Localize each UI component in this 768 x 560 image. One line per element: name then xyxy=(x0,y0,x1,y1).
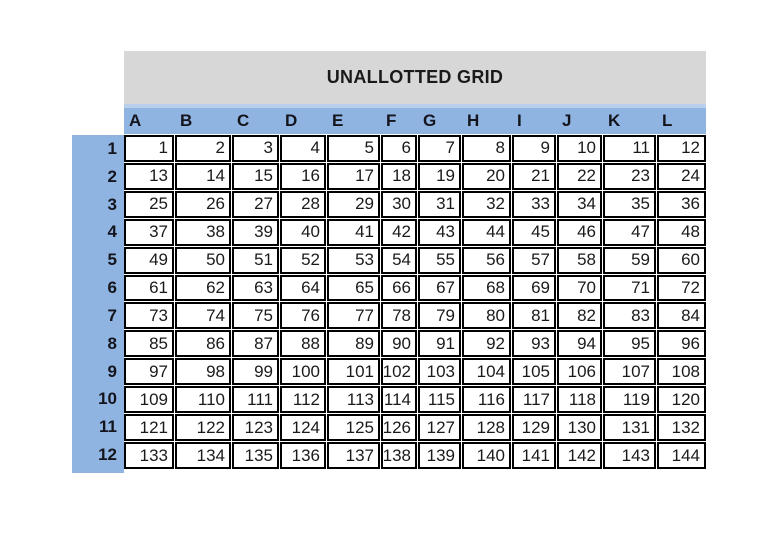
grid-cell-l10[interactable]: 120 xyxy=(657,386,706,413)
grid-cell-j6[interactable]: 70 xyxy=(557,275,602,302)
grid-cell-e1[interactable]: 5 xyxy=(327,135,380,162)
grid-cell-c10[interactable]: 111 xyxy=(232,386,279,413)
grid-cell-f10[interactable]: 114 xyxy=(381,386,417,413)
grid-cell-l11[interactable]: 132 xyxy=(657,414,706,441)
grid-cell-g11[interactable]: 127 xyxy=(418,414,461,441)
grid-cell-a7[interactable]: 73 xyxy=(124,302,174,329)
grid-cell-c3[interactable]: 27 xyxy=(232,191,279,218)
grid-cell-a3[interactable]: 25 xyxy=(124,191,174,218)
grid-cell-e2[interactable]: 17 xyxy=(327,163,380,190)
grid-cell-e5[interactable]: 53 xyxy=(327,247,380,274)
grid-cell-a12[interactable]: 133 xyxy=(124,442,174,469)
grid-cell-d4[interactable]: 40 xyxy=(280,219,326,246)
row-header-1[interactable]: 1 xyxy=(107,138,117,158)
grid-cell-b4[interactable]: 38 xyxy=(175,219,231,246)
column-header-k[interactable]: K xyxy=(608,111,621,130)
grid-cell-k8[interactable]: 95 xyxy=(603,330,656,357)
grid-cell-k1[interactable]: 11 xyxy=(603,135,656,162)
grid-cell-d3[interactable]: 28 xyxy=(280,191,326,218)
grid-cell-h12[interactable]: 140 xyxy=(462,442,511,469)
grid-cell-k11[interactable]: 131 xyxy=(603,414,656,441)
grid-cell-f1[interactable]: 6 xyxy=(381,135,417,162)
grid-cell-h2[interactable]: 20 xyxy=(462,163,511,190)
grid-cell-f7[interactable]: 78 xyxy=(381,302,417,329)
grid-cell-g3[interactable]: 31 xyxy=(418,191,461,218)
grid-cell-l5[interactable]: 60 xyxy=(657,247,706,274)
grid-cell-f8[interactable]: 90 xyxy=(381,330,417,357)
grid-cell-c9[interactable]: 99 xyxy=(232,358,279,385)
grid-cell-j1[interactable]: 10 xyxy=(557,135,602,162)
grid-cell-d9[interactable]: 100 xyxy=(280,358,326,385)
grid-cell-b10[interactable]: 110 xyxy=(175,386,231,413)
row-header-3[interactable]: 3 xyxy=(107,194,117,214)
grid-cell-b12[interactable]: 134 xyxy=(175,442,231,469)
column-header-b[interactable]: B xyxy=(180,111,193,130)
grid-cell-b6[interactable]: 62 xyxy=(175,275,231,302)
grid-cell-e7[interactable]: 77 xyxy=(327,302,380,329)
grid-cell-b2[interactable]: 14 xyxy=(175,163,231,190)
grid-cell-h1[interactable]: 8 xyxy=(462,135,511,162)
grid-cell-j7[interactable]: 82 xyxy=(557,302,602,329)
grid-cell-d1[interactable]: 4 xyxy=(280,135,326,162)
grid-cell-i5[interactable]: 57 xyxy=(512,247,556,274)
grid-cell-d6[interactable]: 64 xyxy=(280,275,326,302)
grid-cell-k6[interactable]: 71 xyxy=(603,275,656,302)
grid-cell-c4[interactable]: 39 xyxy=(232,219,279,246)
grid-cell-l1[interactable]: 12 xyxy=(657,135,706,162)
grid-cell-c8[interactable]: 87 xyxy=(232,330,279,357)
grid-cell-b3[interactable]: 26 xyxy=(175,191,231,218)
grid-cell-d7[interactable]: 76 xyxy=(280,302,326,329)
grid-cell-g9[interactable]: 103 xyxy=(418,358,461,385)
grid-cell-e12[interactable]: 137 xyxy=(327,442,380,469)
grid-cell-i6[interactable]: 69 xyxy=(512,275,556,302)
grid-cell-i8[interactable]: 93 xyxy=(512,330,556,357)
grid-cell-g6[interactable]: 67 xyxy=(418,275,461,302)
grid-cell-j12[interactable]: 142 xyxy=(557,442,602,469)
grid-cell-f5[interactable]: 54 xyxy=(381,247,417,274)
grid-cell-d11[interactable]: 124 xyxy=(280,414,326,441)
grid-cell-h10[interactable]: 116 xyxy=(462,386,511,413)
grid-cell-c12[interactable]: 135 xyxy=(232,442,279,469)
grid-cell-c11[interactable]: 123 xyxy=(232,414,279,441)
grid-cell-j2[interactable]: 22 xyxy=(557,163,602,190)
grid-cell-h6[interactable]: 68 xyxy=(462,275,511,302)
grid-cell-f11[interactable]: 126 xyxy=(381,414,417,441)
row-header-11[interactable]: 11 xyxy=(99,417,117,437)
grid-cell-l12[interactable]: 144 xyxy=(657,442,706,469)
grid-cell-a5[interactable]: 49 xyxy=(124,247,174,274)
grid-cell-b8[interactable]: 86 xyxy=(175,330,231,357)
column-header-c[interactable]: C xyxy=(237,111,250,130)
grid-cell-c5[interactable]: 51 xyxy=(232,247,279,274)
grid-cell-e4[interactable]: 41 xyxy=(327,219,380,246)
grid-cell-a6[interactable]: 61 xyxy=(124,275,174,302)
grid-cell-j4[interactable]: 46 xyxy=(557,219,602,246)
grid-cell-k7[interactable]: 83 xyxy=(603,302,656,329)
grid-cell-i10[interactable]: 117 xyxy=(512,386,556,413)
grid-cell-h3[interactable]: 32 xyxy=(462,191,511,218)
grid-cell-g5[interactable]: 55 xyxy=(418,247,461,274)
row-header-9[interactable]: 9 xyxy=(107,361,117,381)
grid-cell-f6[interactable]: 66 xyxy=(381,275,417,302)
grid-cell-j9[interactable]: 106 xyxy=(557,358,602,385)
row-header-6[interactable]: 6 xyxy=(107,278,117,298)
grid-cell-j11[interactable]: 130 xyxy=(557,414,602,441)
grid-cell-f4[interactable]: 42 xyxy=(381,219,417,246)
grid-cell-i4[interactable]: 45 xyxy=(512,219,556,246)
column-header-h[interactable]: H xyxy=(467,111,480,130)
grid-cell-h9[interactable]: 104 xyxy=(462,358,511,385)
grid-cell-g10[interactable]: 115 xyxy=(418,386,461,413)
grid-cell-h5[interactable]: 56 xyxy=(462,247,511,274)
grid-cell-f12[interactable]: 138 xyxy=(381,442,417,469)
grid-cell-l7[interactable]: 84 xyxy=(657,302,706,329)
grid-cell-e3[interactable]: 29 xyxy=(327,191,380,218)
grid-cell-e10[interactable]: 113 xyxy=(327,386,380,413)
grid-cell-g2[interactable]: 19 xyxy=(418,163,461,190)
column-header-l[interactable]: L xyxy=(662,111,673,130)
column-header-d[interactable]: D xyxy=(285,111,298,130)
grid-cell-k4[interactable]: 47 xyxy=(603,219,656,246)
grid-cell-b5[interactable]: 50 xyxy=(175,247,231,274)
grid-cell-k2[interactable]: 23 xyxy=(603,163,656,190)
grid-cell-b11[interactable]: 122 xyxy=(175,414,231,441)
grid-cell-i3[interactable]: 33 xyxy=(512,191,556,218)
grid-cell-h11[interactable]: 128 xyxy=(462,414,511,441)
grid-cell-a8[interactable]: 85 xyxy=(124,330,174,357)
grid-cell-f9[interactable]: 102 xyxy=(381,358,417,385)
grid-cell-j8[interactable]: 94 xyxy=(557,330,602,357)
grid-cell-b9[interactable]: 98 xyxy=(175,358,231,385)
grid-cell-c1[interactable]: 3 xyxy=(232,135,279,162)
grid-cell-j3[interactable]: 34 xyxy=(557,191,602,218)
grid-cell-b1[interactable]: 2 xyxy=(175,135,231,162)
grid-title-bar xyxy=(124,51,706,104)
column-header-j[interactable]: J xyxy=(562,111,572,130)
grid-cell-c2[interactable]: 15 xyxy=(232,163,279,190)
column-header-a[interactable]: A xyxy=(129,111,142,130)
grid-cell-e6[interactable]: 65 xyxy=(327,275,380,302)
grid-cell-i11[interactable]: 129 xyxy=(512,414,556,441)
grid-cell-k3[interactable]: 35 xyxy=(603,191,656,218)
grid-cell-j10[interactable]: 118 xyxy=(557,386,602,413)
column-header-row xyxy=(124,104,706,134)
grid-cell-g4[interactable]: 43 xyxy=(418,219,461,246)
grid-cell-i9[interactable]: 105 xyxy=(512,358,556,385)
grid-cell-a10[interactable]: 109 xyxy=(124,386,174,413)
grid-cell-a9[interactable]: 97 xyxy=(124,358,174,385)
grid-cell-a1[interactable]: 1 xyxy=(124,135,174,162)
column-header-e[interactable]: E xyxy=(332,111,344,130)
column-header-g[interactable]: G xyxy=(423,111,437,130)
grid-cell-l4[interactable]: 48 xyxy=(657,219,706,246)
grid-cell-l9[interactable]: 108 xyxy=(657,358,706,385)
grid-cell-c7[interactable]: 75 xyxy=(232,302,279,329)
grid-cell-a4[interactable]: 37 xyxy=(124,219,174,246)
grid-cell-d5[interactable]: 52 xyxy=(280,247,326,274)
grid-cell-d12[interactable]: 136 xyxy=(280,442,326,469)
grid-cell-i1[interactable]: 9 xyxy=(512,135,556,162)
grid-cell-i7[interactable]: 81 xyxy=(512,302,556,329)
row-header-12[interactable]: 12 xyxy=(98,445,117,465)
grid-cell-g7[interactable]: 79 xyxy=(418,302,461,329)
grid-cell-k9[interactable]: 107 xyxy=(603,358,656,385)
grid-cell-k5[interactable]: 59 xyxy=(603,247,656,274)
row-header-4[interactable]: 4 xyxy=(107,222,117,242)
grid-cell-c6[interactable]: 63 xyxy=(232,275,279,302)
grid-cell-e8[interactable]: 89 xyxy=(327,330,380,357)
grid-cell-e9[interactable]: 101 xyxy=(327,358,380,385)
grid-cell-d10[interactable]: 112 xyxy=(280,386,326,413)
row-header-7[interactable]: 7 xyxy=(107,305,117,325)
grid-cell-h4[interactable]: 44 xyxy=(462,219,511,246)
grid-cell-f3[interactable]: 30 xyxy=(381,191,417,218)
grid-cell-e11[interactable]: 125 xyxy=(327,414,380,441)
grid-cell-d8[interactable]: 88 xyxy=(280,330,326,357)
grid-cell-l6[interactable]: 72 xyxy=(657,275,706,302)
grid-cell-g12[interactable]: 139 xyxy=(418,442,461,469)
grid-cell-l2[interactable]: 24 xyxy=(657,163,706,190)
column-header-i[interactable]: I xyxy=(517,111,522,130)
column-header-f[interactable]: F xyxy=(386,111,397,130)
grid-cell-j5[interactable]: 58 xyxy=(557,247,602,274)
grid-cell-b7[interactable]: 74 xyxy=(175,302,231,329)
grid-cell-g1[interactable]: 7 xyxy=(418,135,461,162)
grid-cell-i2[interactable]: 21 xyxy=(512,163,556,190)
grid-cell-g8[interactable]: 91 xyxy=(418,330,461,357)
grid-cell-i12[interactable]: 141 xyxy=(512,442,556,469)
row-header-5[interactable]: 5 xyxy=(107,250,117,270)
grid-cell-a2[interactable]: 13 xyxy=(124,163,174,190)
row-header-2[interactable]: 2 xyxy=(107,166,117,186)
grid-cell-l8[interactable]: 96 xyxy=(657,330,706,357)
row-header-10[interactable]: 10 xyxy=(98,389,117,409)
number-grid xyxy=(124,135,706,469)
grid-cell-k10[interactable]: 119 xyxy=(603,386,656,413)
grid-cell-f2[interactable]: 18 xyxy=(381,163,417,190)
grid-cell-h8[interactable]: 92 xyxy=(462,330,511,357)
grid-cell-k12[interactable]: 143 xyxy=(603,442,656,469)
grid-cell-h7[interactable]: 80 xyxy=(462,302,511,329)
row-header-8[interactable]: 8 xyxy=(107,333,117,353)
grid-cell-l3[interactable]: 36 xyxy=(657,191,706,218)
grid-title: UNALLOTTED GRID xyxy=(326,67,504,87)
row-header-column xyxy=(72,135,124,473)
grid-cell-d2[interactable]: 16 xyxy=(280,163,326,190)
grid-cell-a11[interactable]: 121 xyxy=(124,414,174,441)
